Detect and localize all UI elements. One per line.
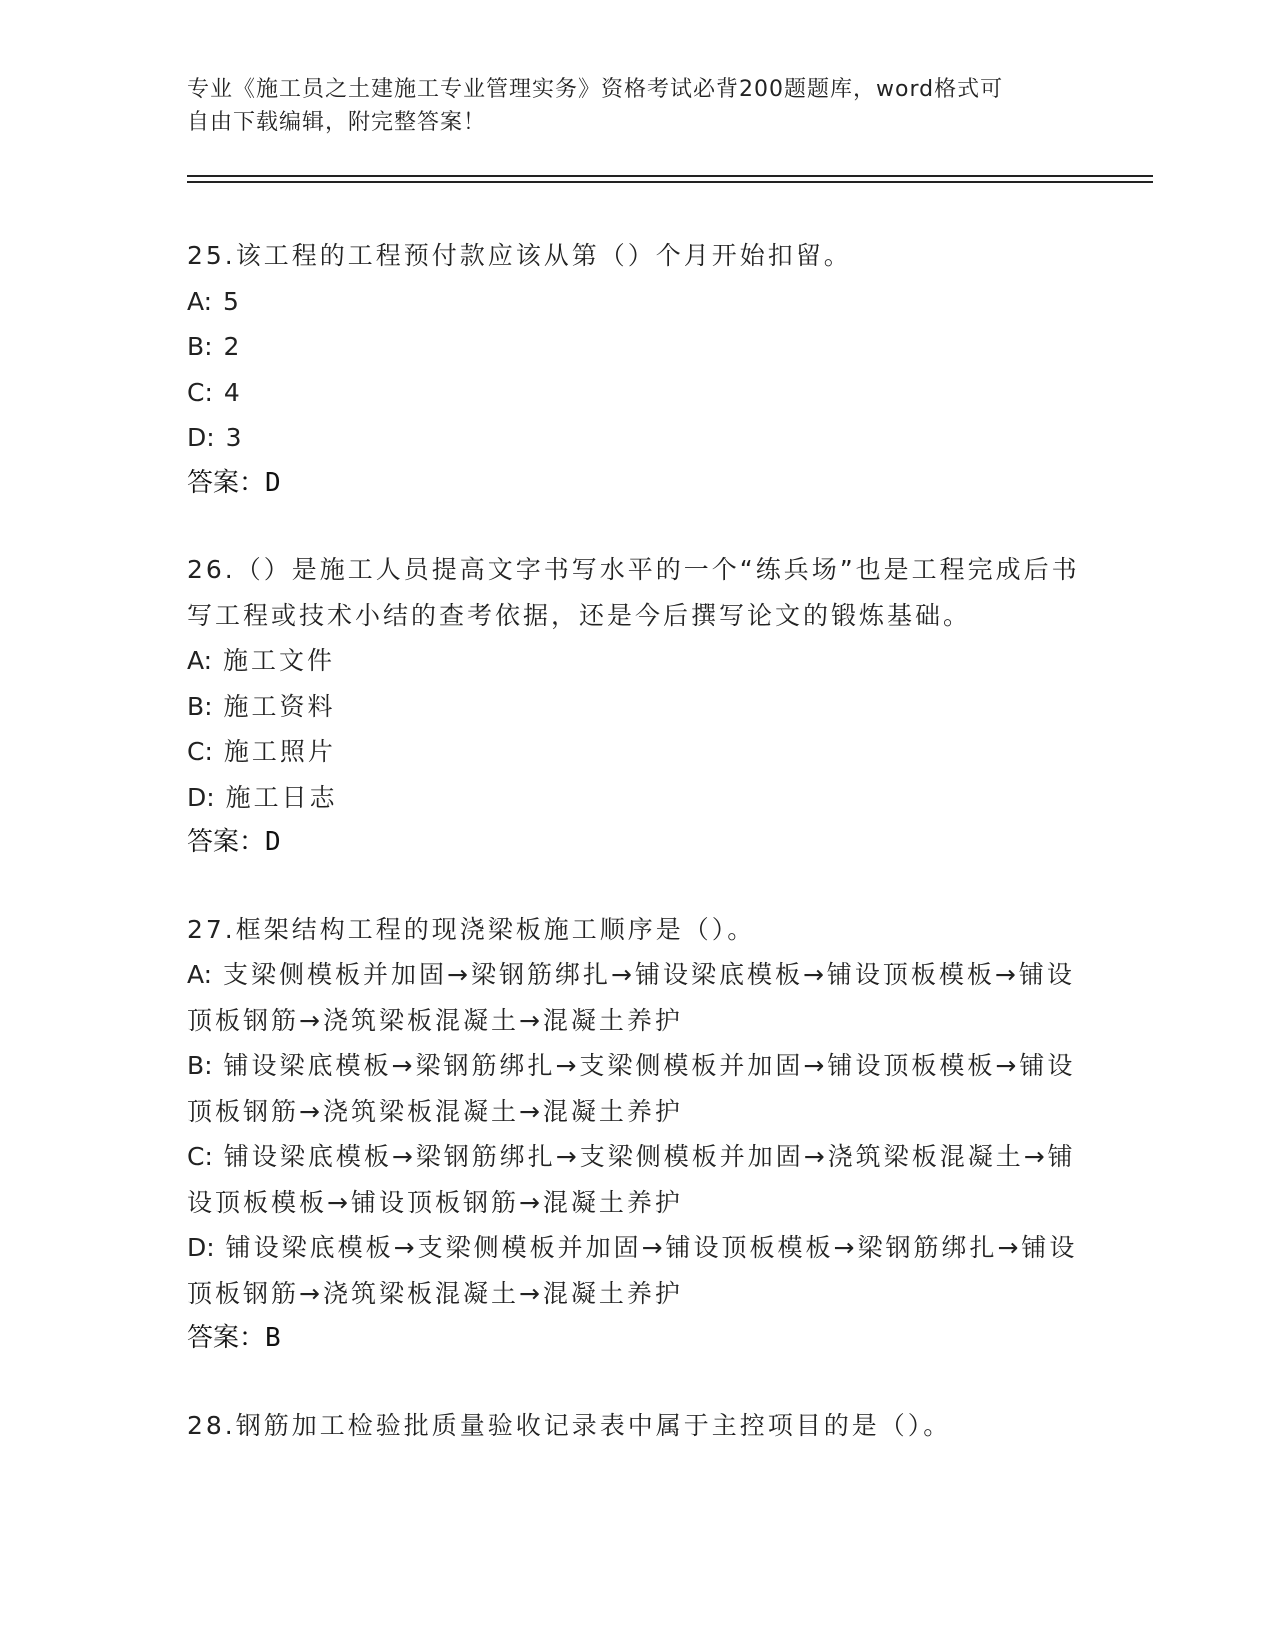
answer-line bbox=[187, 1316, 1087, 1362]
header-rule-top bbox=[187, 175, 1153, 177]
option-text: 支梁侧模板并加固→梁钢筋绑扎→铺设梁底模板→铺设顶板模板→铺设顶板钢筋→浇筑梁板混凝土→混凝土养护 bbox=[187, 960, 1075, 1035]
option-a bbox=[187, 952, 1087, 1043]
option-key: C: bbox=[187, 377, 213, 407]
question-stem: 26.（）是施工人员提高文字书写水平的一个“练兵场”也是工程完成后书写工程或技术小结的查考依据，还是今后撰写论文的锻炼基础。 bbox=[187, 555, 1080, 630]
option-key: C: bbox=[187, 737, 213, 766]
answer-label: 答案： bbox=[187, 1323, 266, 1353]
option-text: 施工文件 bbox=[223, 646, 336, 675]
option-d bbox=[187, 775, 1087, 821]
option-text: 5 bbox=[223, 286, 242, 316]
question-26 bbox=[187, 547, 1087, 866]
question-stem: 28.钢筋加工检验批质量验收记录表中属于主控项目的是（）。 bbox=[187, 1410, 952, 1440]
option-b bbox=[187, 324, 1087, 370]
option-text: 4 bbox=[223, 377, 243, 407]
option-text: 3 bbox=[225, 423, 245, 452]
question-stem: 25.该工程的工程预付款应该从第（）个月开始扣留。 bbox=[187, 241, 852, 270]
option-a bbox=[187, 638, 1087, 684]
option-c bbox=[187, 1134, 1087, 1225]
question-27 bbox=[187, 907, 1087, 1362]
header-line-1: 专业《施工员之土建施工专业管理实务》资格考试必背200题题库，word格式可 bbox=[187, 77, 1004, 102]
option-key: A: bbox=[187, 960, 213, 989]
question-25 bbox=[187, 233, 1087, 506]
header-rule-bottom bbox=[187, 181, 1153, 183]
answer-value: B bbox=[265, 1323, 281, 1353]
option-b bbox=[187, 684, 1087, 730]
option-text: 铺设梁底模板→梁钢筋绑扎→支梁侧模板并加固→铺设顶板模板→铺设顶板钢筋→浇筑梁板混凝土→混凝土养护 bbox=[187, 1051, 1076, 1126]
document-header bbox=[187, 73, 1067, 139]
option-c bbox=[187, 729, 1087, 775]
question-list bbox=[187, 233, 1087, 1489]
option-key: A: bbox=[187, 646, 213, 675]
option-c bbox=[187, 370, 1087, 416]
option-key: C: bbox=[187, 1142, 213, 1171]
option-key: B: bbox=[187, 332, 213, 361]
option-text: 施工资料 bbox=[223, 691, 336, 721]
option-d bbox=[187, 415, 1087, 461]
option-key: D: bbox=[187, 423, 215, 452]
option-key: B: bbox=[187, 691, 213, 721]
option-key: D: bbox=[187, 782, 215, 812]
option-text: 铺设梁底模板→梁钢筋绑扎→支梁侧模板并加固→浇筑梁板混凝土→铺设顶板模板→铺设顶板钢筋→混凝土养护 bbox=[187, 1142, 1076, 1217]
option-b bbox=[187, 1043, 1087, 1134]
option-text: 2 bbox=[223, 332, 243, 361]
question-stem: 27.框架结构工程的现浇梁板施工顺序是（）。 bbox=[187, 914, 756, 944]
answer-line bbox=[187, 820, 1087, 866]
answer-line bbox=[187, 461, 1087, 507]
option-text: 施工照片 bbox=[223, 737, 336, 766]
answer-label: 答案： bbox=[187, 467, 266, 498]
option-d bbox=[187, 1225, 1087, 1316]
header-line-2: 自由下载编辑，附完整答案！ bbox=[187, 110, 487, 135]
answer-label: 答案： bbox=[187, 827, 266, 857]
question-28 bbox=[187, 1403, 1087, 1449]
option-key: A: bbox=[187, 286, 213, 316]
option-text: 铺设梁底模板→支梁侧模板并加固→铺设顶板模板→梁钢筋绑扎→铺设顶板钢筋→浇筑梁板混凝土→混凝土养护 bbox=[187, 1233, 1078, 1308]
option-a bbox=[187, 279, 1087, 325]
option-text: 施工日志 bbox=[225, 782, 338, 812]
answer-value: D bbox=[265, 827, 281, 857]
option-key: B: bbox=[187, 1051, 213, 1080]
answer-value: D bbox=[265, 467, 281, 498]
option-key: D: bbox=[187, 1233, 215, 1262]
